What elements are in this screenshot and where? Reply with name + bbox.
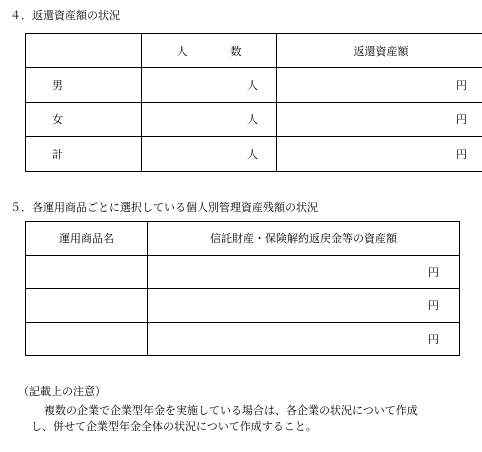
row-label-female: 女 bbox=[26, 102, 142, 136]
table-header-row bbox=[26, 34, 482, 68]
amount-cell-male[interactable]: 円 bbox=[277, 68, 482, 102]
asset-amount-cell[interactable]: 円 bbox=[148, 289, 460, 323]
header-product-name: 運用商品名 bbox=[26, 222, 148, 256]
note-line-1: 複数の企業で企業型年金を実施している場合は、各企業の状況について作成 bbox=[44, 404, 418, 417]
product-assets-table bbox=[25, 221, 460, 356]
amount-cell-total[interactable]: 円 bbox=[277, 137, 482, 171]
table-row bbox=[26, 289, 460, 323]
count-cell-female[interactable]: 人 bbox=[142, 102, 277, 136]
row-label-male: 男 bbox=[26, 68, 142, 102]
section-5-title: ５．各運用商品ごとに選択している個人別管理資産残額の状況 bbox=[10, 201, 318, 214]
notes-heading: （記載上の注意） bbox=[18, 385, 106, 398]
section-4-title: ４．返還資産額の状況 bbox=[10, 9, 120, 22]
table-row-female bbox=[26, 102, 482, 136]
table-header-row bbox=[26, 222, 460, 256]
header-blank-cell bbox=[26, 34, 142, 68]
table-row-total bbox=[26, 137, 482, 171]
count-cell-total[interactable]: 人 bbox=[142, 137, 277, 171]
product-name-cell[interactable] bbox=[26, 322, 148, 356]
table-row bbox=[26, 255, 460, 289]
count-cell-male[interactable]: 人 bbox=[142, 68, 277, 102]
asset-amount-cell[interactable]: 円 bbox=[148, 322, 460, 356]
header-returned-amount: 返還資産額 bbox=[277, 34, 482, 68]
header-count: 人 数 bbox=[142, 34, 277, 68]
table-row bbox=[26, 322, 460, 356]
asset-amount-cell[interactable]: 円 bbox=[148, 255, 460, 289]
product-name-cell[interactable] bbox=[26, 289, 148, 323]
returned-assets-table bbox=[25, 33, 482, 172]
header-asset-amount: 信託財産・保険解約返戻金等の資産額 bbox=[148, 222, 460, 256]
note-line-2: し、併せて企業型年金全体の状況について作成すること。 bbox=[31, 420, 317, 433]
product-name-cell[interactable] bbox=[26, 255, 148, 289]
table-row-male bbox=[26, 68, 482, 102]
amount-cell-female[interactable]: 円 bbox=[277, 102, 482, 136]
row-label-total: 計 bbox=[26, 137, 142, 171]
